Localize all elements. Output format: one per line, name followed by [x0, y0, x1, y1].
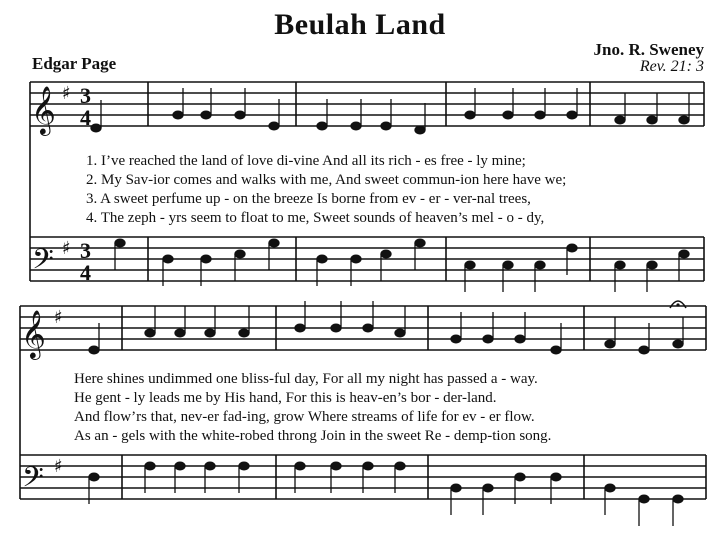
scripture-reference: Rev. 21: 3 [639, 58, 704, 75]
composer-credit: Jno. R. Sweney [593, 40, 704, 59]
key-signature-sharp-icon: ♯ [54, 456, 63, 477]
time-signature-top: 3 [80, 83, 91, 108]
system2-lyrics [74, 370, 551, 446]
lyric-line: 4. The zeph - yrs seem to float to me, Sweet sounds of heaven’s mel - o - dy, [86, 210, 545, 226]
system1-treble-notes [91, 88, 689, 134]
bass-clef-icon: 𝄢 [32, 243, 54, 283]
time-signature-bottom: 4 [80, 105, 91, 130]
treble-clef-icon: 𝄞 [21, 309, 46, 358]
key-signature-sharp-icon: ♯ [54, 307, 63, 328]
author-credit: Edgar Page [32, 54, 117, 73]
system1-treble-staff [30, 82, 704, 126]
lyric-line: 1. I’ve reached the land of love di-vine And all its rich - es free - ly mine; [86, 153, 526, 169]
lyric-line: He gent - ly leads me by His hand, For this is heav-en’s bor - der-land. [74, 390, 497, 406]
system2-bass-notes [89, 462, 683, 526]
lyric-line: 3. A sweet perfume up - on the breeze Is borne from ev - er - ver-nal trees, [86, 191, 531, 207]
key-signature-sharp-icon: ♯ [62, 238, 71, 259]
time-signature-bottom: 4 [80, 260, 91, 285]
system1-bass-notes [115, 239, 689, 292]
lyric-line: And flow’rs that, nev-er fad-ing, grow Where streams of life for ev - er flow. [74, 409, 535, 425]
lyric-line: 2. My Sav-ior comes and walks with me, And sweet commun-ion here have we; [86, 172, 567, 188]
time-signature-top: 3 [80, 238, 91, 263]
treble-clef-icon: 𝄞 [31, 85, 56, 134]
lyric-line: Here shines undimmed one bliss-ful day, For all my night has passed a - way. [74, 371, 538, 387]
system1-bass-staff [30, 237, 704, 281]
key-signature-sharp-icon: ♯ [62, 83, 71, 104]
hymn-title: Beulah Land [274, 8, 446, 41]
lyric-line: As an - gels with the white-robed throng Join in the sweet Re - demp-tion song. [74, 428, 552, 444]
system1-lyrics [86, 152, 566, 228]
bass-clef-icon: 𝄢 [22, 461, 44, 501]
